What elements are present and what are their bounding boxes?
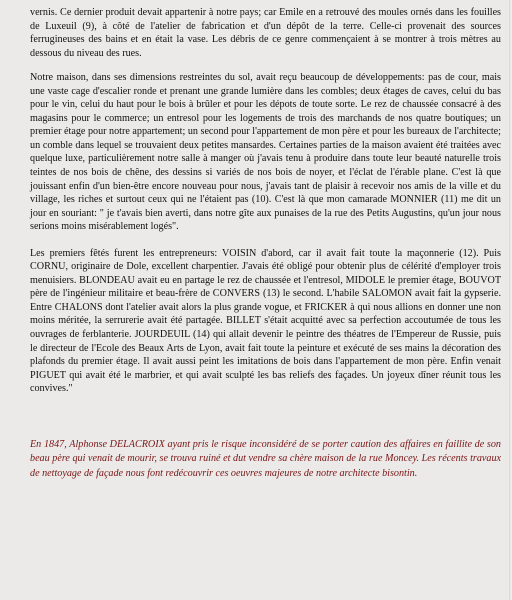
paragraph-maison: Notre maison, dans ses dimensions restreintes du sol, avait reçu beaucoup de développements: pas de cour, mais une vaste cage d'escalier ronde et prenant une grande lumière dans les combles; deux étages de caves, celui du bas pour le vin, celui du haut pour le bois à brûler et pour les dépots de toute sorte. Le rez de chaussée consacré à des magasins pour le commerce; un entresol pour les logements de trois des marchands de nos quatre boutiques; un premier étage pour notre appartement; un second pour l'appartement de mon père et pour les bureaux de l'architecte; un comble dans lequel se trouvaient deux petites mansardes. Certaines parties de la maison avaient été traitées avec quelque luxe, particulièrement notre salle à manger où j'avais tenu à produire dans toute leur beauté naturelle trois teintes de nos bois de chêne, des dessins si variés de nos bois de noyer, et l'éclat de l'érable plane. C'est là que jouissant enfin d'un bien-être encore nouveau pour nous, j'avais tant de plaisir à recevoir nos amis de la ville et du village, les riches et surtout ceux qui ne l'étaient pas (10). C'est là que mon camarade MONNIER (11) me dit un jour en souriant: " je t'avais bien averti, dans notre gîte aux punaises de la rue des Petits Augustins, qu'un jour nous serions moins misérablement logés".	[30, 72, 501, 233]
paragraph-vernis: vernis. Ce dernier produit devait appartenir à notre pays; car Emile en a retrouvé des moules ornés dans les fouilles de Luxeuil (9), à côté de l'atelier de fabrication et d'un dépôt de la terre. Celle-ci provenait des sources ferrugineuses des bains et en était la vase. Les débris de ce genre commençaient à se montrer à trois mètres au dessous du niveau des rues.	[30, 7, 501, 59]
paragraph-1847-note: En 1847, Alphonse DELACROIX ayant pris le risque inconsidéré de se porter caution des affaires en faillite de son beau père qui venait de mourir, se trouva ruiné et dut vendre sa chère maison de la rue Moncey. Les récents travaux de nettoyage de façade nous font redécouvrir ces oeuvres majeures de notre architecte bisontin.	[30, 438, 501, 479]
paragraph-entrepreneurs: Les premiers fêtés furent les entrepreneurs: VOISIN d'abord, car il avait fait toute la maçonnerie (12). Puis CORNU, originaire de Dole, excellent charpentier. J'avais été obligé pour obtenir plus de célérité d'employer trois menuisiers. BLONDEAU avait eu en partage le rez de chaussée et l'entresol, MIDOLE le premier étage, BOUVOT père de l'ingénieur militaire et beau-frère de CONVERS (13) le second. L'habile SALOMON avait fait la gypserie. Entre CHALONS dont l'atelier avait alors la plus grande vogue, et FRICKER à qui nous allions en donner une non moins méritée, la serrurerie avait été partagée. BILLET s'était acquitté avec sa perfection accoutumée de tous les ouvrages de ferblanterie. JOURDEUIL (14) qui allait devenir le peintre des théatres de l'Empereur de Russie, puis le directeur de l'Ecole des Beaux Arts de Lyon, avait fait toute la peinture et exécuté de ses mains la décoration des plafonds du premier étage. Il avait aussi peint les imitations de bois dans l'appartement de mon père. Enfin venait PIGUET qui avait été le marbrier, et qui avait sculpté les bas reliefs des façades. Un joyeux dîner réunit tous les convives."	[30, 247, 501, 395]
